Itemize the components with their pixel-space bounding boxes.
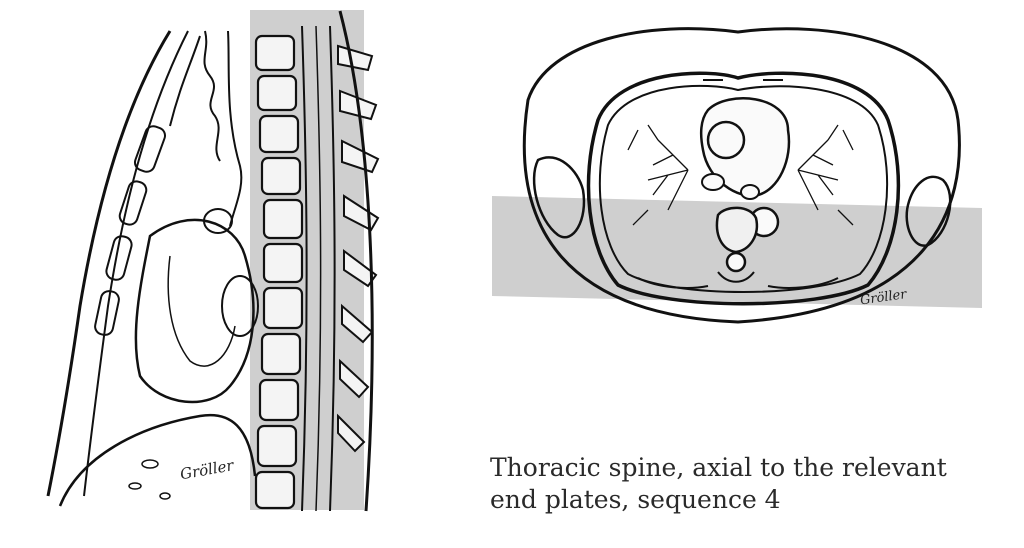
caption-line-1: Thoracic spine, axial to the relevant: [490, 453, 947, 482]
sagittal-spine-illustration: [40, 6, 380, 516]
axial-signature: Gröller: [859, 287, 908, 309]
sagittal-signature: Gröller: [178, 456, 235, 484]
axial-thorax-illustration: [488, 10, 988, 330]
axial-drawing: [488, 10, 988, 330]
caption-line-2: end plates, sequence 4: [490, 485, 781, 514]
sagittal-drawing: [40, 6, 380, 516]
figure-caption: [490, 452, 990, 516]
